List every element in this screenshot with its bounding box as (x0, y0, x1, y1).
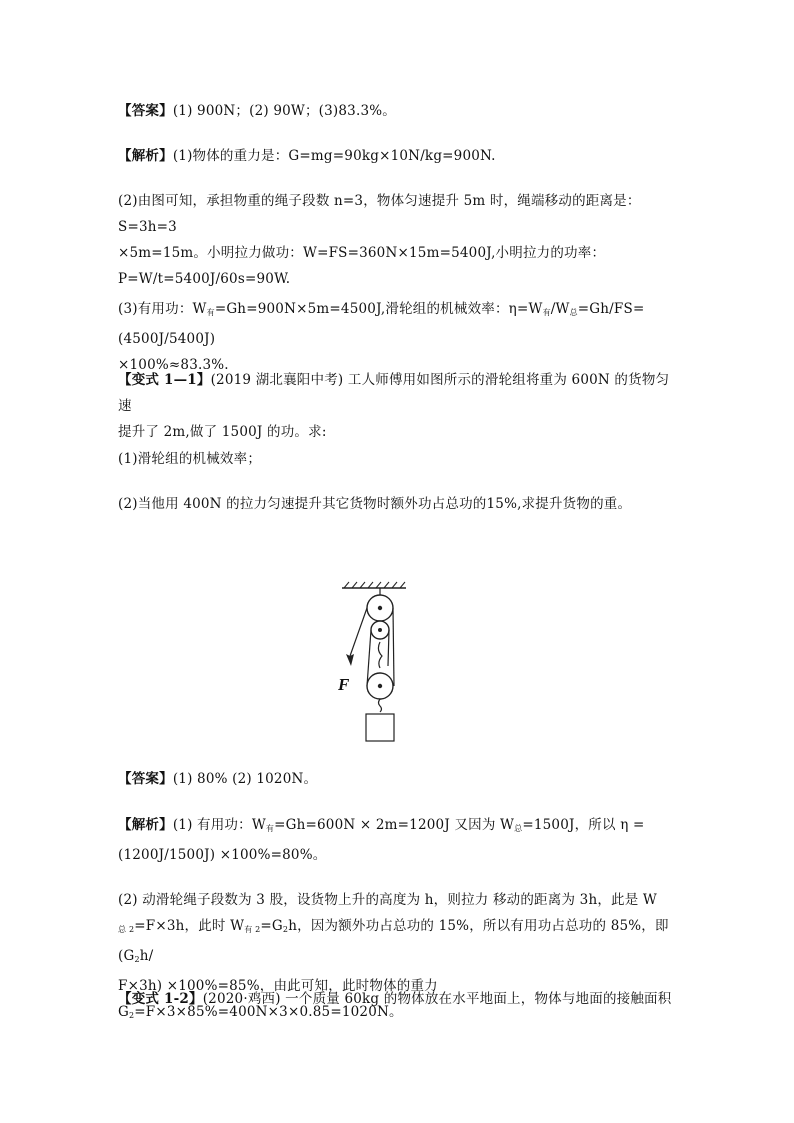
subscript: 2 (282, 925, 289, 934)
text-segment: =G (260, 918, 283, 934)
variant-1-1 (118, 367, 678, 445)
analysis-1 (118, 143, 678, 169)
text-line: (2020·鸡西) 一个质量 60kg 的物体放在水平地面上，物体与地面的接触面积 (202, 991, 672, 1007)
subscript: 有 (542, 308, 551, 317)
pulley-diagram (330, 578, 420, 746)
answer-text: (1) 900N；(2) 90W；(3)83.3%。 (172, 103, 396, 119)
text-line: (2)由图可知，承担物重的绳子段数 n=3，物体匀速提升 5m 时，绳端移动的距离是：S=3h=3 (118, 193, 641, 235)
variant-label: 【变式 1-2】 (118, 991, 203, 1007)
text-segment: /W (550, 301, 570, 317)
text-segment: =F×3h，此时 W (134, 918, 245, 934)
answer-1 (118, 98, 678, 124)
subscript: 总 2 (118, 925, 135, 934)
text-line: ×100%≈83.3%. (118, 357, 229, 373)
text-segment: (1) 有用功：W (172, 817, 266, 833)
text-line: P=W/t=5400J/60s=90W. (118, 271, 291, 287)
subscript: 2 (128, 1011, 135, 1020)
analysis-1-part3 (118, 296, 678, 378)
subscript: 有 2 (244, 925, 261, 934)
force-label: F (338, 675, 350, 694)
text-line: 提升了 2m,做了 1500J 的功。求: (118, 424, 327, 440)
ceiling-hatch (344, 582, 405, 588)
text-segment: =F×3×85%=400N×3×0.85=1020N。 (134, 1004, 403, 1020)
variant-label: 【变式 1—1】 (118, 372, 211, 388)
text-segment: (2) 动滑轮绳子段数为 3 股，设货物上升的高度为 h，则拉力 移动的距离为 3h，此是 W (118, 892, 658, 908)
answer-label: 【答案】 (118, 103, 173, 119)
question-1: (1)滑轮组的机械效率； (118, 451, 262, 467)
text-segment: =Gh/FS=(4500J/5400J) (118, 301, 645, 347)
answer-label: 【答案】 (118, 771, 173, 787)
text-line: (1200J/1500J) ×100%=80%。 (118, 847, 327, 863)
analysis-text: (1)物体的重力是：G=mg=90kg×10N/kg=900N. (172, 148, 496, 164)
subscript: 有 (265, 824, 275, 833)
analysis-label: 【解析】 (118, 817, 173, 833)
variant-1-2 (118, 986, 678, 1012)
analysis-2 (118, 812, 678, 868)
text-segment: (3)有用功：W (118, 301, 207, 317)
text-line: (2019 湖北襄阳中考) 工人师傅用如图所示的滑轮组将重为 600N 的货物匀速 (118, 372, 670, 414)
analysis-1-part2 (118, 188, 678, 292)
answer-2 (118, 766, 678, 792)
text-segment: =Gh=600N × 2m=1200J 又因为 W (274, 817, 515, 833)
question-2: (2)当他用 400N 的拉力匀速提升其它货物时额外功占总功的15%,求提升货物的重。 (118, 496, 632, 512)
hook (379, 699, 382, 712)
text-segment: =1500J，所以 η = (522, 817, 645, 833)
subscript: 总 (569, 308, 578, 317)
text-segment: h/ (139, 948, 154, 964)
subscript: 有 (206, 308, 215, 317)
text-segment: =Gh=900N×5m=4500J,滑轮组的机械效率：η=W (214, 301, 543, 317)
text-segment: h，因为额外功占总功的 15%，所以有用功占总功的 85%，即 (G (118, 918, 669, 964)
text-segment: F×3h) ×100%=85%，由此可知，此时物体的重力 G (118, 978, 438, 1020)
text-line: ×5m=15m。小明拉力做功：W=FS=360N×15m=5400J,小明拉力的功率： (118, 245, 606, 261)
subscript: 总 (514, 824, 523, 833)
ropes (350, 608, 394, 686)
analysis-label: 【解析】 (118, 148, 173, 164)
load-block (366, 714, 394, 741)
subscript: 2 (134, 955, 140, 964)
answer-text: (1) 80% (2) 1020N。 (172, 771, 318, 787)
